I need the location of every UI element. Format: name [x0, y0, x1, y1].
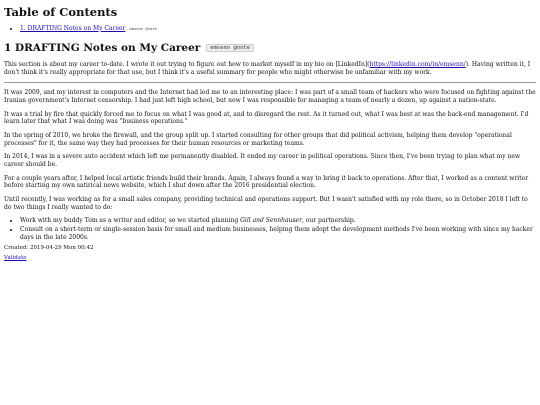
section-tags: emsenn @note	[206, 44, 254, 52]
paragraph-2009: It was 2009, and my interest in computers and the Internet had led me to an interesting place: I was part of a small team of hackers who were focused on fighting against the Iranian government's Internet censorship. I had just left high school, but now I was responsible for managing a team of nearly a dozen, up against a nation-state.	[4, 89, 536, 105]
plan-item-writer	[20, 217, 536, 225]
plan-item-writer-tail: , our partnership.	[301, 217, 356, 225]
toc-link-drafting-notes[interactable]: 1. DRAFTING Notes on My Career	[20, 24, 126, 32]
plan-item-consult: • Consult on a short-term or single-session basis for small and medium businesses, helping them adopt the development methods I've been working with since my hacker days in the late 2000s.	[20, 226, 536, 241]
paragraph-trial-by-fire: It was a trial by fire that quickly forced me to focus on what I was good at, and to disregard the rest. As it turned out, what I was best at was the back-end management. I'd learn later that what I was doing was "business operations."	[4, 110, 529, 126]
intro-text-before-link: This section is about my career to-date. I wrote it out trying to figure out how to market myself in my bio on [LinkedIn](	[4, 61, 370, 69]
section-divider	[4, 82, 536, 83]
created-timestamp: Created: 2019-04-29 Mon 00:42	[4, 245, 94, 252]
plan-item-writer-text: Work with my buddy Tom as a writer and editor, so we started planning	[20, 217, 241, 225]
plans-list	[4, 217, 536, 241]
intro-paragraph	[4, 61, 536, 76]
paragraph-until-recently: Until recently, I was working as for a small sales company, providing technical and operations support. But I wasn't satisfied with my role there, so in October 2018 I left to do two things I really wanted to do:	[4, 196, 528, 211]
toc-heading: Table of Contents	[4, 5, 118, 19]
partnership-name: Gill and Sennhauser	[240, 217, 302, 225]
section-heading	[4, 42, 536, 55]
toc-list	[4, 25, 536, 33]
section-title: 1 DRAFTING Notes on My Career	[4, 42, 201, 55]
linkedin-link[interactable]: https://linkedin.com/in/emsenn/	[369, 61, 466, 69]
paragraph-2014: In 2014, I was in a severe auto accident which left me permanently disabled. It ended my career in political operations. Since then, I've been trying to plan what my new career should be.	[4, 153, 521, 169]
validate-link[interactable]: Validate	[4, 254, 27, 261]
intro-text-after-link: ). Having written it, I don't think it's really appropriate for that use, but I think it's a useful summary for people who might otherwise be unfamiliar with my work.	[4, 61, 531, 76]
paragraph-couple-years: For a couple years after, I helped local artistic friends build their brands. Again, I always found a way to bring it back to operations. After that, I worked as a content writer before starting my own satirical news website, which I shut down after the 2016 presidential election.	[4, 174, 529, 190]
paragraph-2010: In the spring of 2010, we broke the firewall, and the group split up. I started consulting for other groups that did political activism, helping them develop "operational processes" for it, the same way they had processes for their human resources or marketing teams.	[4, 132, 512, 147]
toc-item	[20, 25, 536, 33]
toc-item-tags: emsenn @note	[129, 25, 157, 31]
